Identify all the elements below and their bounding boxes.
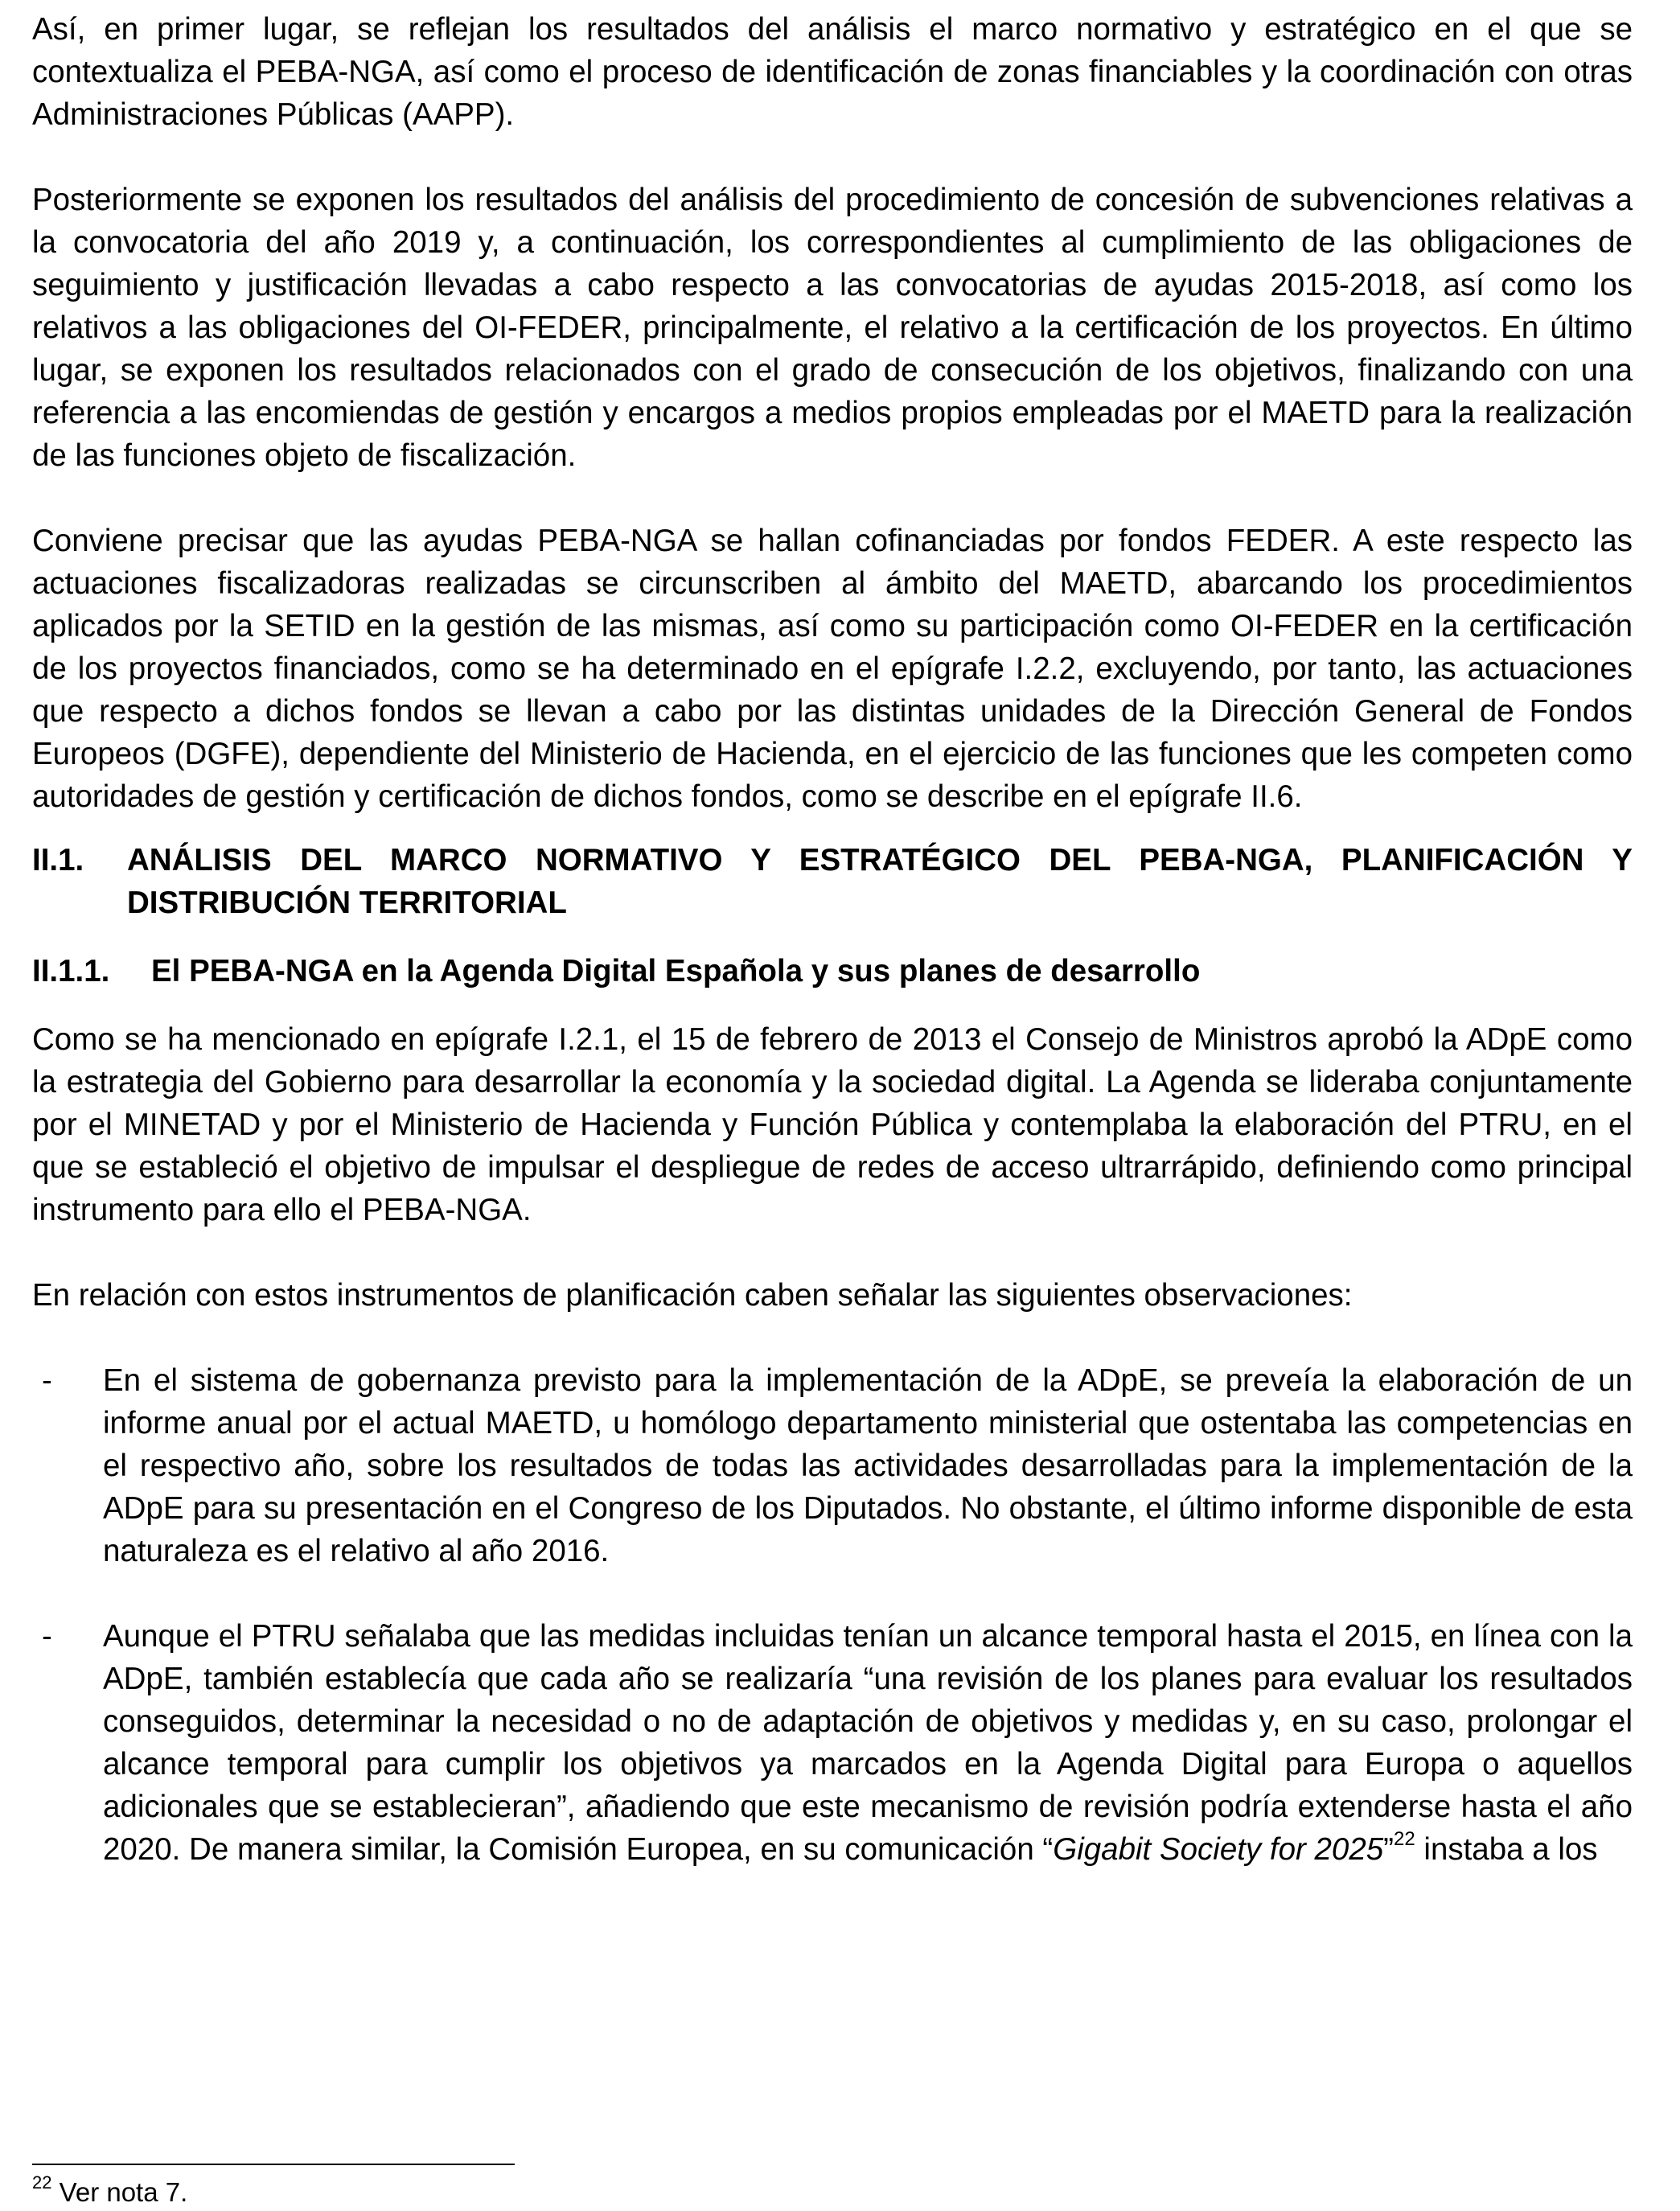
subsection-title: El PEBA-NGA en la Agenda Digital Española y sus planes de desarrollo xyxy=(151,954,1201,988)
paragraph-procedure: Posteriormente se exponen los resultados del análisis del procedimiento de concesión de subvenciones relativas a la convocatoria del año 2019 y, a continuación, los correspondientes al cumplimiento de las obligaciones de seguimiento y justificación llevadas a cabo respecto a las convocatorias de ayudas 2015-2018, así como los relativos a las obligaciones del OI-FEDER, principalmente, el relativo a la certificación de los proyectos. En último lugar, se exponen los resultados relacionados con el grado de consecución de los objetivos, finalizando con una referencia a las encomiendas de gestión y encargos a medios propios empleadas por el MAETD para la realización de las funciones objeto de fiscalización. xyxy=(32,183,1633,473)
paragraph-feder: Conviene precisar que las ayudas PEBA-NGA se hallan cofinanciadas por fondos FEDER. A este respecto las actuaciones fiscalizadoras realizadas se circunscriben al ámbito del MAETD, abarcando los procedimientos aplicados por la SETID en la gestión de las mismas, así como su participación como OI-FEDER en la certificación de los proyectos financiados, como se ha determinado en el epígrafe I.2.2, excluyendo, por tanto, las actuaciones que respecto a dichos fondos se llevan a cabo por las distintas unidades de la Dirección General de Fondos Europeos (DGFE), dependiente del Ministerio de Hacienda, en el ejercicio de las funciones que les competen como autoridades de gestión y certificación de dichos fondos, como se describe en el epígrafe II.6. xyxy=(32,524,1633,814)
bullet-text-governance: En el sistema de gobernanza previsto para la implementación de la ADpE, se preveía la elaboración de un informe anual por el actual MAETD, u homólogo departamento ministerial que ostentaba las competencias en el respectivo año, sobre los resultados de todas las actividades desarrolladas para la implementación de la ADpE para su presentación en el Congreso de los Diputados. No obstante, el último informe disponible de esta naturaleza es el relativo al año 2016. xyxy=(103,1363,1633,1568)
bullet-text-part: Aunque el PTRU señalaba que las medidas incluidas tenían un alcance temporal hasta el 2015, en línea con la ADpE, también establecía que cada año se realizaría “una revisión de los planes para evaluar los resultados conseguidos, determinar la necesidad o no de adaptación de objetivos y medidas y, en su caso, prolongar el alcance temporal para cumplir los objetivos ya marcados en la Agenda Digital para Europa o aquellos adicionales que se establecieran”, añadiendo que este mecanismo de revisión podría extenderse hasta el año 2020. De manera similar, la Comisión Europea, en su comunicación “ xyxy=(103,1619,1633,1867)
footnote-reference[interactable]: 22 xyxy=(1393,1828,1415,1851)
footnote xyxy=(32,2172,188,2209)
section-heading-ii-1 xyxy=(32,839,1633,924)
bullet-marker: - xyxy=(42,1363,52,1398)
bullet-text-tail: instaba a los xyxy=(1415,1832,1598,1867)
section-number: II.1. xyxy=(32,843,84,877)
footnote-text: Ver nota 7. xyxy=(51,2177,188,2207)
list-item xyxy=(32,1615,1633,1871)
paragraph-adpe: Como se ha mencionado en epígrafe I.2.1, el 15 de febrero de 2013 el Consejo de Ministros aprobó la ADpE como la estrategia del Gobierno para desarrollar la economía y la sociedad digital. La Agenda se lideraba conjuntamente por el MINETAD y por el Ministerio de Hacienda y Función Pública y contemplaba la elaboración del PTRU, en el que se estableció el objetivo de impulsar el despliegue de redes de acceso ultrarrápido, definiendo como principal instrumento para ello el PEBA-NGA. xyxy=(32,1022,1633,1227)
document-page xyxy=(32,8,1633,1871)
bullet-marker: - xyxy=(42,1619,52,1654)
subsection-heading-ii-1-1 xyxy=(32,950,1633,992)
paragraph-observations: En relación con estos instrumentos de planificación caben señalar las siguientes observaciones: xyxy=(32,1278,1353,1313)
footnote-divider xyxy=(32,2164,515,2165)
closing-quote: ” xyxy=(1383,1832,1394,1867)
gigabit-society-title: Gigabit Society for 2025 xyxy=(1053,1832,1384,1867)
bullet-text-ptru xyxy=(103,1615,1633,1871)
subsection-number: II.1.1. xyxy=(32,954,110,988)
footnote-number: 22 xyxy=(32,2172,52,2193)
paragraph-intro: Así, en primer lugar, se reflejan los resultados del análisis el marco normativo y estratégico en el que se contextualiza el PEBA-NGA, así como el proceso de identificación de zonas financiables y la coordinación con otras Administraciones Públicas (AAPP). xyxy=(32,12,1633,132)
section-title: ANÁLISIS DEL MARCO NORMATIVO Y ESTRATÉGICO DEL PEBA-NGA, PLANIFICACIÓN Y DISTRIBUCIÓN TERRITORIAL xyxy=(127,843,1633,920)
list-item xyxy=(32,1359,1633,1572)
